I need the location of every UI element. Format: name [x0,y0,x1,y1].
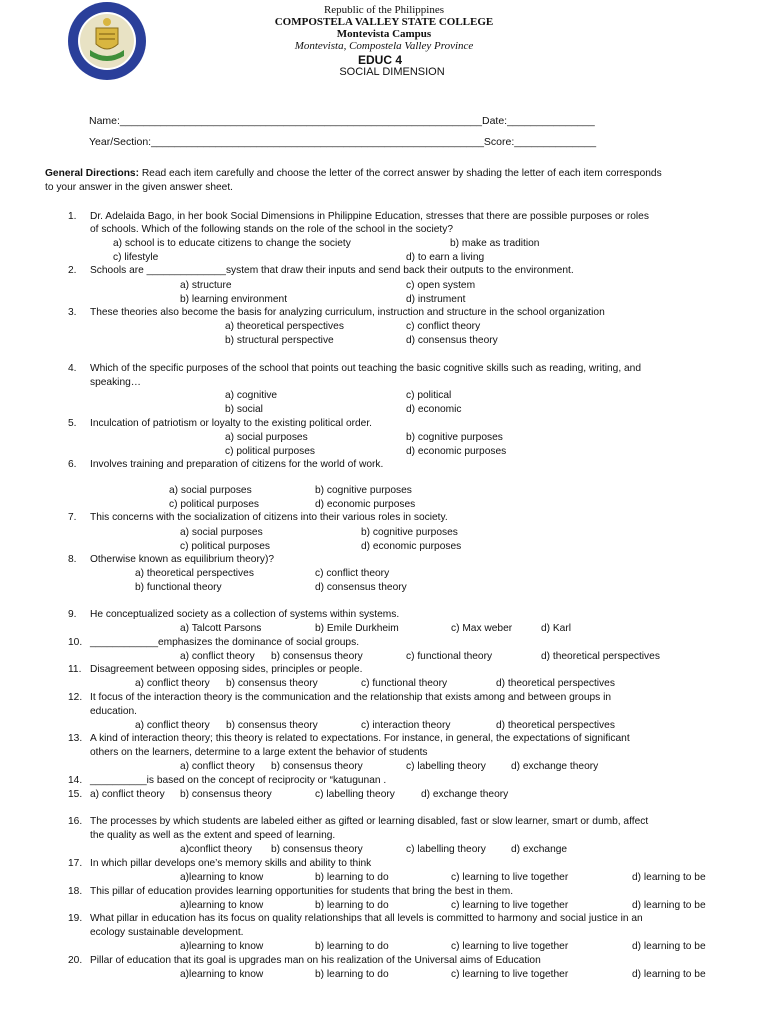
general-directions [45,168,662,180]
subject-title: SOCIAL DIMENSION [339,66,445,78]
question-number: 8. [68,554,77,565]
question-text: Which of the specific purposes of the school that points out teaching the basic cognitive skills such as reading, writing, and [90,363,641,374]
answer-choice: c) labelling theory [315,789,395,800]
answer-choice: d) economic purposes [406,446,507,457]
answer-choice: d) economic purposes [315,499,416,510]
answer-choice: a)learning to know [180,941,264,952]
answer-choice: a) social purposes [169,485,252,496]
answer-choice: c) conflict theory [315,568,390,579]
answer-choice: a) conflict theory [180,761,255,772]
year-section-field: Year/Section:_________________________________________________________Score:______________ [89,136,597,148]
campus-name: Montevista Campus [336,28,432,40]
question-number: 1. [68,211,77,222]
answer-choice: d) theoretical perspectives [496,678,615,689]
answer-choice: b) consensus theory [180,789,272,800]
answer-choice: c) functional theory [361,678,448,689]
question-text: __________is based on the concept of reciprocity or “katugunan . [90,775,387,786]
answer-choice: d) instrument [406,294,466,305]
question-number: 16. [68,816,83,827]
answer-choice: d) learning to be [632,872,706,883]
answer-choice: d) learning to be [632,969,706,980]
answer-choice: d) consensus theory [406,335,498,346]
answer-choice: b) functional theory [135,582,222,593]
answer-choice: c) political [406,390,452,401]
answer-choice: b) structural perspective [225,335,334,346]
answer-choice: a) school is to educate citizens to change the society [113,238,351,249]
question-text: ecology sustainable development. [90,927,244,938]
answer-choice: b) consensus theory [271,651,363,662]
answer-choice: b) learning to do [315,900,389,911]
answer-choice: c) learning to live together [451,941,569,952]
answer-choice: c) labelling theory [406,761,486,772]
question-text: Involves training and preparation of citizens for the world of work. [90,459,384,470]
answer-choice: a) theoretical perspectives [225,321,344,332]
answer-choice: b) learning to do [315,969,389,980]
answer-choice: d) economic purposes [361,541,462,552]
question-text: In which pillar develops one’s memory skills and ability to think [90,858,372,869]
question-number: 6. [68,459,77,470]
question-text: speaking… [90,377,141,388]
answer-choice: a) conflict theory [90,789,165,800]
answer-choice: a) conflict theory [180,651,255,662]
question-text: Otherwise known as equilibrium theory)? [90,554,275,565]
question-number: 2. [68,265,77,276]
answer-choice: b) make as tradition [450,238,540,249]
question-number: 18. [68,886,83,897]
answer-choice: a) theoretical perspectives [135,568,254,579]
answer-choice: c) conflict theory [406,321,481,332]
question-number: 13. [68,733,83,744]
question-number: 5. [68,418,77,429]
campus-address: Montevista, Compostela Valley Province [294,40,474,52]
question-text: Inculcation of patriotism or loyalty to the existing political order. [90,418,372,429]
answer-choice: b) consensus theory [271,844,363,855]
answer-choice: d) learning to be [632,941,706,952]
answer-choice: c) learning to live together [451,969,569,980]
answer-choice: c) learning to live together [451,872,569,883]
answer-choice: b) Emile Durkheim [315,623,399,634]
answer-choice: a) conflict theory [135,720,210,731]
answer-choice: a) structure [180,280,232,291]
answer-choice: a)learning to know [180,872,264,883]
answer-choice: d) exchange [511,844,568,855]
answer-choice: a)conflict theory [180,844,252,855]
answer-choice: c) political purposes [180,541,271,552]
answer-choice: d) exchange theory [421,789,509,800]
answer-choice: d) economic [406,404,462,415]
answer-choice: b) consensus theory [226,720,318,731]
answer-choice: c) political purposes [225,446,316,457]
answer-choice: b) learning to do [315,941,389,952]
answer-choice: c) Max weber [451,623,513,634]
question-number: 17. [68,858,83,869]
question-number: 14. [68,775,83,786]
question-number: 9. [68,609,77,620]
question-number: 3. [68,307,77,318]
question-text: the quality as well as the extent and speed of learning. [90,830,336,841]
question-text: ____________emphasizes the dominance of social groups. [90,637,360,648]
answer-choice: d) Karl [541,623,572,634]
question-text: What pillar in education has its focus on quality relationships that all levels is committed to harmony and social justice in an [90,913,643,924]
question-text: Schools are ______________system that draw their inputs and send back their outputs to the environment. [90,265,574,276]
answer-choice: c) lifestyle [113,252,159,263]
answer-choice: c) learning to live together [451,900,569,911]
college-name: COMPOSTELA VALLEY STATE COLLEGE [274,16,494,28]
question-text: A kind of interaction theory; this theory is related to expectations. For instance, in general, the expectations of significant [90,733,630,744]
answer-choice: a) cognitive [225,390,278,401]
question-text: This concerns with the socialization of citizens into their various roles in society. [90,512,448,523]
answer-choice: b) consensus theory [226,678,318,689]
question-number: 20. [68,955,83,966]
answer-choice: d) exchange theory [511,761,599,772]
answer-choice: d) learning to be [632,900,706,911]
answer-choice: c) interaction theory [361,720,451,731]
question-text: The processes by which students are labeled either as gifted or learning disabled, fast or slow learner, smart or dumb, affect [90,816,649,827]
question-text: He conceptualized society as a collection of systems within systems. [90,609,400,620]
answer-choice: a)learning to know [180,969,264,980]
question-text: of schools. Which of the following stands on the role of the school in the society? [90,224,453,235]
name-field: Name:______________________________________________________________Date:_______________ [89,115,595,127]
answer-choice: a) conflict theory [135,678,210,689]
directions-text-2: to your answer in the given answer sheet. [45,182,234,193]
answer-choice: a) social purposes [180,527,263,538]
answer-choice: c) political purposes [169,499,260,510]
question-text: Disagreement between opposing sides, principles or people. [90,664,363,675]
answer-choice: a) social purposes [225,432,308,443]
answer-choice: c) labelling theory [406,844,486,855]
question-text: others on the learners, determine to a large extent the behavior of students [90,747,428,758]
directions-label: General Directions: [45,168,139,179]
answer-choice: d) theoretical perspectives [541,651,660,662]
question-text: Pillar of education that its goal is upgrades man on his realization of the Universal aims of Education [90,955,541,966]
answer-choice: d) to earn a living [406,252,485,263]
answer-choice: d) theoretical perspectives [496,720,615,731]
question-text: It focus of the interaction theory is the communication and the relationship that exists among and between groups in [90,692,612,703]
answer-choice: d) consensus theory [315,582,407,593]
answer-choice: b) cognitive purposes [406,432,503,443]
answer-choice: b) learning environment [180,294,288,305]
question-text: education. [90,706,138,717]
answer-choice: c) functional theory [406,651,493,662]
answer-choice: c) open system [406,280,476,291]
question-number: 19. [68,913,83,924]
republic-line: Republic of the Philippines [323,4,445,16]
answer-choice: a) Talcott Parsons [180,623,262,634]
answer-choice: b) cognitive purposes [361,527,458,538]
question-text: Dr. Adelaida Bago, in her book Social Dimensions in Philippine Education, stresses that there are possible purposes or roles [90,211,649,222]
question-number: 4. [68,363,77,374]
question-number: 15. [68,789,83,800]
answer-choice: b) cognitive purposes [315,485,412,496]
answer-choice: b) consensus theory [271,761,363,772]
question-number: 7. [68,512,77,523]
course-code: EDUC 4 [357,53,402,67]
question-text: This pillar of education provides learning opportunities for students that bring the best in them. [90,886,514,897]
answer-choice: a)learning to know [180,900,264,911]
question-number: 11. [68,664,82,675]
directions-text: Read each item carefully and choose the letter of the correct answer by shading the letter of each item corresponds [138,168,662,179]
question-number: 10. [68,637,83,648]
question-number: 12. [68,692,83,703]
answer-choice: b) learning to do [315,872,389,883]
answer-choice: b) social [225,404,263,415]
question-text: These theories also become the basis for analyzing curriculum, instruction and structure in the school organization [90,307,605,318]
